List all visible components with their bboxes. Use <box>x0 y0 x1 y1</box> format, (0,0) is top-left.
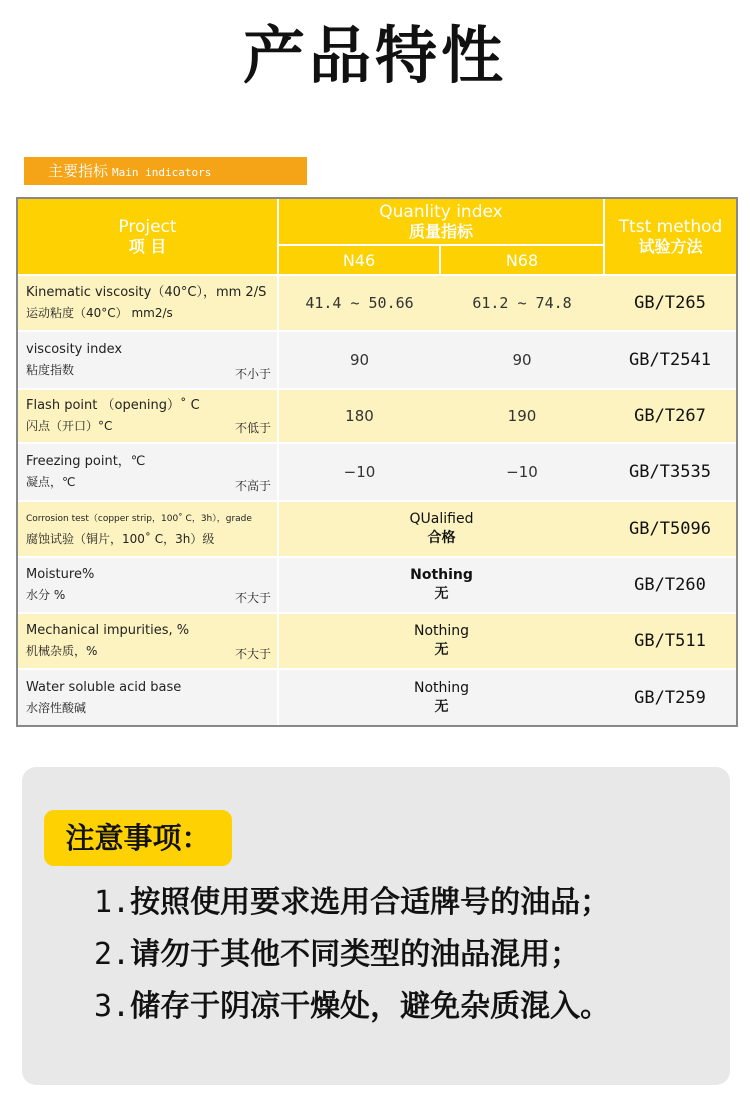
notice-num: 1. <box>94 885 131 920</box>
test-method: GB/T2541 <box>604 331 736 389</box>
list-item <box>94 981 610 1033</box>
row-label <box>18 613 278 669</box>
test-method: GB/T260 <box>604 557 736 613</box>
test-method: GB/T265 <box>604 275 736 331</box>
table-row <box>18 331 736 389</box>
test-method: GB/T3535 <box>604 443 736 501</box>
row-label-cn: 机械杂质，% <box>26 644 98 658</box>
row-label <box>18 389 278 443</box>
row-label <box>18 275 278 331</box>
value-n68: −10 <box>440 443 604 501</box>
row-label <box>18 669 278 725</box>
row-label-cn: 水溶性酸碱 <box>26 700 87 715</box>
row-note: 不低于 <box>234 421 271 435</box>
merged-value-en: Nothing <box>413 679 470 696</box>
merged-value <box>278 613 604 669</box>
row-label-en: Freezing point，℃ <box>26 454 146 469</box>
notice-text: 储存于阴凉干燥处，避免杂质混入。 <box>130 989 611 1024</box>
row-label-cn: 凝点，℃ <box>26 475 76 489</box>
row-label-en: Corrosion test（copper strip，100˚ C，3h），grade <box>26 514 252 524</box>
row-label-en: Water soluble acid base <box>26 679 182 695</box>
value-n68: 190 <box>440 389 604 443</box>
merged-value-en: Nothing <box>410 567 473 583</box>
row-label-cn: 运动粘度（40°C） mm2/s <box>26 306 173 320</box>
value-n46: 90 <box>278 331 440 389</box>
test-method: GB/T5096 <box>604 501 736 557</box>
header-quality-en: Quanlity index <box>379 201 503 222</box>
list-item <box>94 929 610 981</box>
row-label <box>18 557 278 613</box>
table-row <box>18 389 736 443</box>
row-note: 不高于 <box>234 479 271 493</box>
merged-value-cn: 无 <box>434 642 449 658</box>
row-label <box>18 331 278 389</box>
merged-value-cn: 无 <box>434 586 449 602</box>
notice-text: 按照使用要求选用合适牌号的油品； <box>130 885 611 920</box>
notice-text: 请勿于其他不同类型的油品混用； <box>130 937 581 972</box>
notice-list <box>94 877 610 1033</box>
merged-value-cn: 无 <box>434 698 449 715</box>
row-label <box>18 501 278 557</box>
merged-value <box>278 557 604 613</box>
header-quality <box>278 199 604 245</box>
test-method: GB/T267 <box>604 389 736 443</box>
row-note: 不大于 <box>234 591 271 605</box>
section-tag <box>24 157 307 185</box>
table-row <box>18 669 736 725</box>
table-row <box>18 613 736 669</box>
merged-value-en: QUalified <box>409 511 474 527</box>
value-n46: −10 <box>278 443 440 501</box>
section-tag-en: Main indicators <box>112 166 212 179</box>
test-method: GB/T259 <box>604 669 736 725</box>
header-project <box>18 199 278 275</box>
header-method-cn: 试验方法 <box>638 236 703 256</box>
row-label-en: Kinematic viscosity（40°C），mm 2/S <box>26 285 267 300</box>
table-row <box>18 443 736 501</box>
notice-num: 2. <box>94 937 131 972</box>
row-label-en: Flash point （opening）˚ C <box>26 398 200 413</box>
header-quality-cn: 质量指标 <box>408 221 473 241</box>
header-method-en: Ttst method <box>618 216 723 237</box>
notice-panel <box>22 767 730 1085</box>
row-label-cn: 闪点（开口）°C <box>26 419 113 433</box>
notice-num: 3. <box>94 989 131 1024</box>
row-note: 不大于 <box>234 647 271 661</box>
row-label <box>18 443 278 501</box>
merged-value-cn: 合格 <box>427 530 456 546</box>
table-row <box>18 275 736 331</box>
test-method: GB/T511 <box>604 613 736 669</box>
row-label-en: viscosity index <box>26 342 123 357</box>
value-n46: 180 <box>278 389 440 443</box>
header-project-cn: 项 目 <box>128 236 167 256</box>
row-label-cn: 粘度指数 <box>26 363 75 377</box>
merged-value <box>278 669 604 725</box>
header-n68: N68 <box>440 245 604 275</box>
list-item <box>94 877 610 929</box>
row-note: 不小于 <box>234 367 271 381</box>
table-row <box>18 557 736 613</box>
page-title: 产品特性 <box>242 19 507 92</box>
section-tag-cn: 主要指标 <box>48 162 109 180</box>
indicators-table <box>16 197 738 727</box>
row-label-cn: 腐蚀试验（铜片，100˚ C，3h）级 <box>26 532 215 546</box>
header-method <box>604 199 736 275</box>
table-row <box>18 501 736 557</box>
value-n68: 90 <box>440 331 604 389</box>
notice-label: 注意事项： <box>44 810 232 866</box>
value-n68: 61.2 ~ 74.8 <box>440 275 604 331</box>
row-label-cn: 水分 % <box>26 588 66 602</box>
merged-value-en: Nothing <box>413 623 470 639</box>
merged-value <box>278 501 604 557</box>
header-project-en: Project <box>118 216 177 237</box>
row-label-en: Mechanical impurities, % <box>26 623 190 638</box>
header-n46: N46 <box>278 245 440 275</box>
value-n46: 41.4 ~ 50.66 <box>278 275 440 331</box>
row-label-en: Moisture% <box>26 567 95 582</box>
